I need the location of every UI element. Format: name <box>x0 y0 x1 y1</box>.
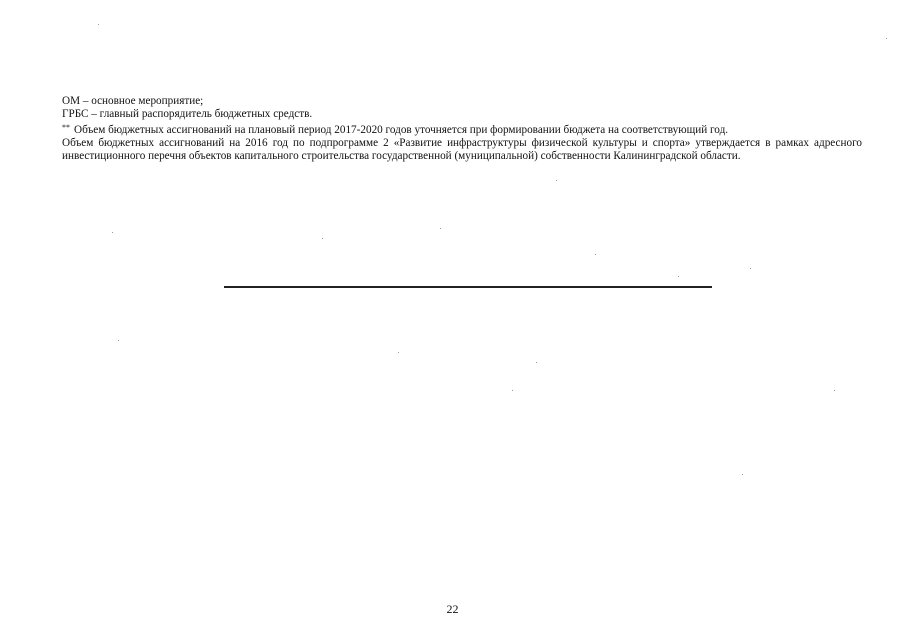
scan-speck <box>398 352 399 353</box>
footnote-paragraph-2: Объем бюджетных ассигнований на 2016 год по подпрограмме 2 «Развитие инфраструктуры физической культуры и спорта» утверждается в рамках адресного инвестиционного перечня объектов капитального строительства государственной (муниципальной) собственности Калининградской области. <box>62 137 862 162</box>
page-number: 22 <box>446 602 459 616</box>
end-of-section-rule <box>224 286 712 288</box>
scan-speck <box>678 276 679 277</box>
footnote-text-1: Объем бюджетных ассигнований на плановый период 2017-2020 годов уточняется при формировании бюджета на соответствующий год. <box>74 124 729 136</box>
scan-speck <box>886 38 887 39</box>
abbreviation-om: ОМ – основное мероприятие; <box>62 95 204 107</box>
scan-speck <box>742 474 743 475</box>
scan-speck <box>536 362 537 363</box>
abbreviation-grbs: ГРБС – главный распорядитель бюджетных средств. <box>62 108 313 120</box>
scan-speck <box>112 232 113 233</box>
scan-speck <box>322 238 323 239</box>
footnotes-block <box>62 95 862 163</box>
scan-speck <box>556 180 557 181</box>
scan-speck <box>595 254 596 255</box>
scan-speck <box>440 228 441 229</box>
footnote-paragraph-1 <box>62 121 862 137</box>
scan-speck <box>118 340 119 341</box>
scan-speck <box>512 390 513 391</box>
scan-speck <box>834 390 835 391</box>
footnote-marker: ** <box>62 123 70 132</box>
scan-speck <box>750 268 751 269</box>
scan-speck <box>98 24 99 25</box>
